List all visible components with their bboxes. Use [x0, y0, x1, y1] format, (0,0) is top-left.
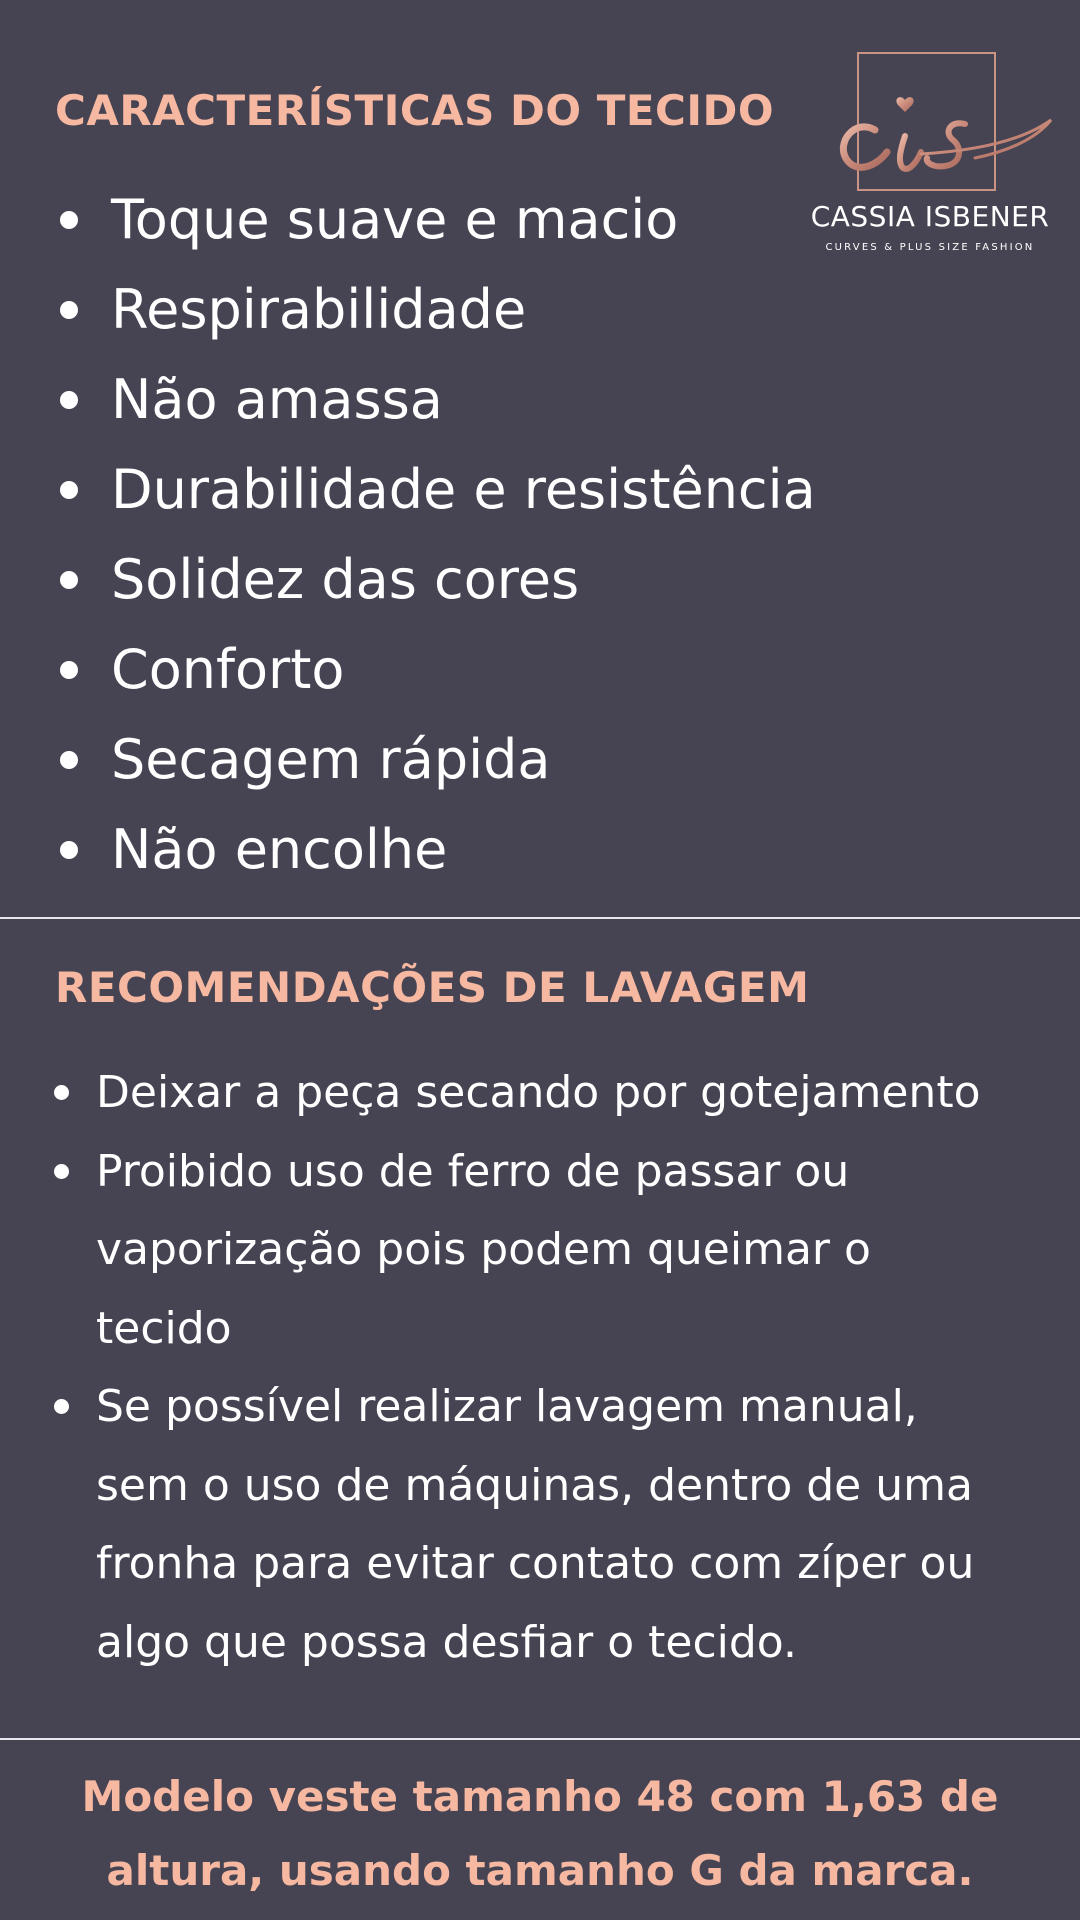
fabric-item-text: Solidez das cores [111, 548, 580, 611]
fabric-item-text: Durabilidade e resistência [111, 458, 816, 521]
section-divider [0, 917, 1080, 919]
list-item [55, 175, 816, 265]
cis-monogram-logo [805, 48, 1055, 198]
washing-item-text: Se possível realizar lavagem manual, sem o uso de máquinas, dentro de uma fronha para evitar contato com zíper ou algo que possa desfiar o tecido. [96, 1381, 975, 1668]
washing-item-text: Proibido uso de ferro de passar ou vaporização pois podem queimar o tecido [96, 1145, 871, 1354]
washing-item-text: Deixar a peça secando por gotejamento [96, 1067, 981, 1118]
brand-name: CASSIA ISBENER [810, 200, 1050, 233]
list-item [55, 355, 816, 445]
washing-recommendations-list [48, 1054, 1068, 1682]
bullet-icon [60, 391, 78, 409]
list-item [48, 1054, 1068, 1133]
list-item [55, 535, 816, 625]
brand-logo [805, 48, 1055, 258]
bullet-icon [60, 661, 78, 679]
fabric-item-text: Conforto [111, 638, 345, 701]
fabric-item-text: Não encolhe [111, 818, 448, 881]
bullet-icon [60, 751, 78, 769]
bullet-icon [60, 571, 78, 589]
list-item [48, 1133, 1068, 1369]
fabric-item-text: Respirabilidade [111, 278, 527, 341]
washing-section-title: RECOMENDAÇÕES DE LAVAGEM [55, 963, 810, 1012]
bullet-icon [60, 841, 78, 859]
brand-tagline: CURVES & PLUS SIZE FASHION [825, 242, 1035, 253]
list-item [55, 265, 816, 355]
model-size-note: Modelo veste tamanho 48 com 1,63 de altura, usando tamanho G da marca. [81, 1772, 999, 1895]
bullet-icon [54, 1399, 69, 1414]
fabric-characteristics-list [55, 175, 816, 895]
list-item [48, 1368, 1068, 1682]
bullet-icon [60, 301, 78, 319]
list-item [55, 625, 816, 715]
fabric-item-text: Toque suave e macio [111, 188, 679, 251]
list-item [55, 715, 816, 805]
list-item [55, 445, 816, 535]
fabric-item-text: Não amassa [111, 368, 443, 431]
fabric-item-text: Secagem rápida [111, 728, 551, 791]
bullet-icon [60, 211, 78, 229]
bullet-icon [54, 1164, 69, 1179]
bullet-icon [60, 481, 78, 499]
fabric-section-title: CARACTERÍSTICAS DO TECIDO [55, 86, 775, 135]
section-divider [0, 1738, 1080, 1740]
bullet-icon [54, 1085, 69, 1100]
list-item [55, 805, 816, 895]
